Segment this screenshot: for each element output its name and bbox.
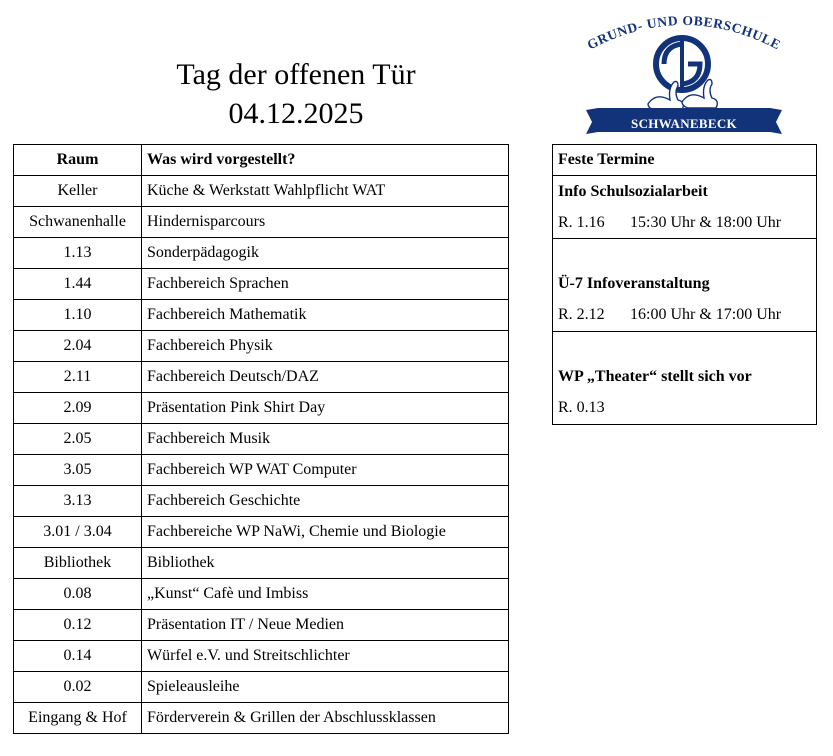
- what-cell: Förderverein & Grillen der Abschlussklassen: [142, 703, 509, 734]
- what-cell: Küche & Werkstatt Wahlpflicht WAT: [142, 176, 509, 207]
- room-cell: 1.13: [14, 238, 142, 269]
- room-cell: Schwanenhalle: [14, 207, 142, 238]
- room-cell: 3.05: [14, 455, 142, 486]
- event-block: [553, 332, 816, 424]
- event-details: [558, 207, 811, 238]
- table-row: [14, 703, 509, 734]
- table-row: [14, 579, 509, 610]
- room-cell: Bibliothek: [14, 548, 142, 579]
- room-cell: 0.08: [14, 579, 142, 610]
- room-cell: 1.10: [14, 300, 142, 331]
- header-what: Was wird vorgestellt?: [142, 145, 509, 176]
- what-cell: Präsentation Pink Shirt Day: [142, 393, 509, 424]
- logo-band-text: SCHWANEBECK: [631, 116, 737, 131]
- table-row: [14, 517, 509, 548]
- what-cell: Hindernisparcours: [142, 207, 509, 238]
- room-cell: 0.14: [14, 641, 142, 672]
- logo-arc-text: GRUND- UND OBERSCHULE: [584, 12, 784, 53]
- table-row: [14, 641, 509, 672]
- what-cell: Fachbereich Mathematik: [142, 300, 509, 331]
- room-cell: 2.09: [14, 393, 142, 424]
- what-cell: Sonderpädagogik: [142, 238, 509, 269]
- room-cell: 1.44: [14, 269, 142, 300]
- event-title: Ü-7 Infoveranstaltung: [558, 275, 710, 292]
- event-room: R. 1.16: [558, 214, 605, 231]
- table-row: [14, 238, 509, 269]
- event-title: Info Schulsozialarbeit: [558, 183, 708, 200]
- event-date: 04.12.2025: [228, 97, 364, 130]
- what-cell: Spieleausleihe: [142, 672, 509, 703]
- room-cell: 2.11: [14, 362, 142, 393]
- room-cell: 0.02: [14, 672, 142, 703]
- room-cell: 3.01 / 3.04: [14, 517, 142, 548]
- what-cell: Fachbereich Sprachen: [142, 269, 509, 300]
- what-cell: Würfel e.V. und Streitschlichter: [142, 641, 509, 672]
- table-row: [14, 362, 509, 393]
- table-row: [14, 486, 509, 517]
- table-row: [14, 393, 509, 424]
- room-cell: 2.04: [14, 331, 142, 362]
- fixed-dates-table: [552, 144, 817, 425]
- header-room: Raum: [14, 145, 142, 176]
- event-time: 16:00 Uhr & 17:00 Uhr: [630, 306, 782, 323]
- page-title: Tag der offenen Tür: [176, 58, 416, 91]
- table-row: [14, 455, 509, 486]
- school-logo: [578, 4, 790, 136]
- what-cell: Fachbereiche WP NaWi, Chemie und Biologie: [142, 517, 509, 548]
- table-row: [14, 548, 509, 579]
- event-time: 15:30 Uhr & 18:00 Uhr: [630, 214, 782, 231]
- table-row: [14, 672, 509, 703]
- table-row: [14, 176, 509, 207]
- event-details: [558, 299, 811, 330]
- table-header-row: [14, 145, 509, 176]
- fixed-dates-header: Feste Termine: [553, 145, 816, 176]
- table-row: [14, 610, 509, 641]
- event-room: R. 2.12: [558, 306, 605, 323]
- event-block: [553, 176, 816, 239]
- what-cell: Präsentation IT / Neue Medien: [142, 610, 509, 641]
- event-details: [558, 392, 811, 423]
- what-cell: Fachbereich Musik: [142, 424, 509, 455]
- what-cell: Fachbereich Deutsch/DAZ: [142, 362, 509, 393]
- what-cell: Fachbereich WP WAT Computer: [142, 455, 509, 486]
- table-row: [14, 207, 509, 238]
- room-cell: 2.05: [14, 424, 142, 455]
- room-cell: Keller: [14, 176, 142, 207]
- table-row: [14, 424, 509, 455]
- table-row: [14, 300, 509, 331]
- event-block: [553, 239, 816, 332]
- what-cell: „Kunst“ Cafè und Imbiss: [142, 579, 509, 610]
- room-cell: 3.13: [14, 486, 142, 517]
- table-row: [14, 269, 509, 300]
- room-cell: Eingang & Hof: [14, 703, 142, 734]
- program-table: [13, 144, 509, 734]
- what-cell: Fachbereich Physik: [142, 331, 509, 362]
- event-room: R. 0.13: [558, 399, 605, 416]
- what-cell: Fachbereich Geschichte: [142, 486, 509, 517]
- event-title: WP „Theater“ stellt sich vor: [558, 368, 752, 385]
- table-row: [14, 331, 509, 362]
- what-cell: Bibliothek: [142, 548, 509, 579]
- room-cell: 0.12: [14, 610, 142, 641]
